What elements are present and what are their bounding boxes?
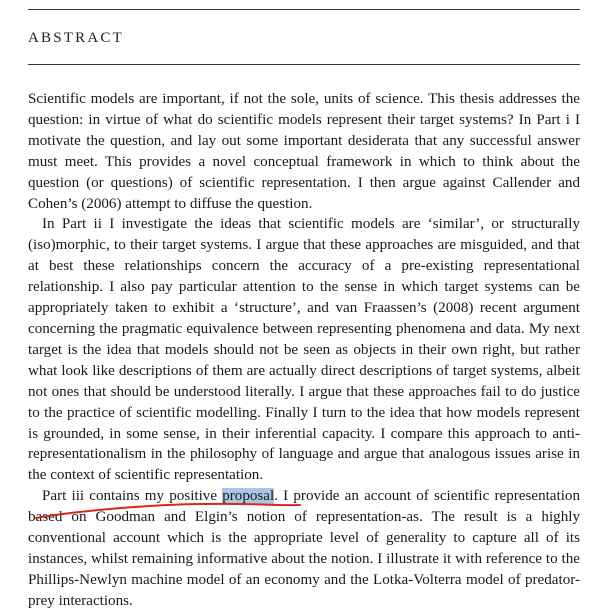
paragraph-1: Scientific models are important, if not the sole, units of science. This thesis addresses the question: in virtue of what do scientific models represent their target systems? In Part i I motivate the question, and lay out some important desiderata that any successful answer must meet. This provides a novel conceptual framework in which to think about the question (or questions) of scientific representation. I then argue against Callender and Cohen’s (2006) attempt to diffuse the question. [28, 91, 580, 212]
top-rule [28, 9, 580, 10]
paragraph-2: In Part ii I investigate the ideas that scientific models are ‘similar’, or structurally (iso)morphic, to their target systems. I argue that these approaches are misguided, and that at best these relationships concern the accuracy of a pre-existing representational relationship. I also pay particular attention to the sense in which target systems can be appropriately taken to exhibit a ‘structure’, and van Fraassen’s (2008) recent argument concerning the pragmatic equivalence between representing phenomena and data. My next target is the idea that models should not be seen as objects in their own right, but rather what look like descriptions of them are actually direct descriptions of target systems, albeit not ones that should be understood literally. I argue that these approaches fail to do justice to the practice of scientific modelling. Finally I turn to the idea that how models represent is grounded, in some sense, in their inferential capacity. I compare this approach to anti-representationalism in the philosophy of language and argue that analogous issues arise in the context of scientific representation. [28, 216, 580, 484]
heading-rule [28, 64, 580, 65]
paragraph-3 [28, 486, 580, 611]
abstract-body [28, 89, 580, 612]
paragraph-3-rest: . I provide an account of scientific representation based on Goodman and Elgin’s notion of representation-as. The result is a highly conventional account which is the appropriate level of generality to capture all of its instances, whilst remaining informative about the notion. I illustrate it with reference to the Phillips-Newlyn machine model of an economy and the Lotka-Volterra model of predator-prey interactions. [28, 488, 580, 609]
paragraph-3-lead: Part iii contains my positive [42, 488, 223, 505]
highlighted-word[interactable]: proposal [222, 488, 275, 505]
abstract-heading: ABSTRACT [28, 30, 124, 46]
